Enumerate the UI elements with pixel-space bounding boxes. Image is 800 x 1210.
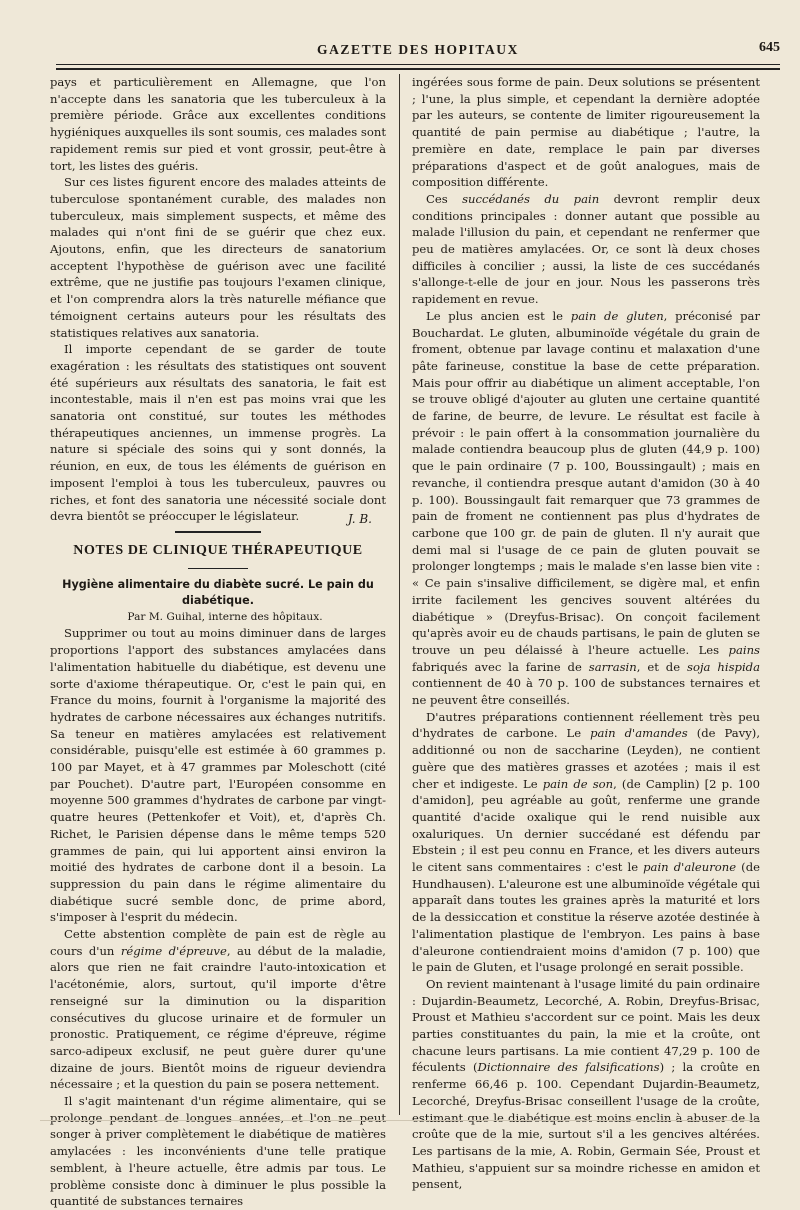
paragraph: Supprimer ou tout au moins diminuer dans de larges proportions l'apport des substances amylacées dans l'alimentation habituelle du diabétique, est devenu une sorte d'axiome thérapeutique. Or, c'est le pain qui, en France du moins, fournit à l'organisme la majorité des hydrates de carbone nécessaires aux échanges nutritifs. Sa teneur en matières amylacées est relativement considérable, puisqu'elle est estimée à 60 grammes p. 100 par Mayet, et à 47 grammes par Moleschott (cité par Pouchet). D'autre part, l'Européen consomme en moyenne 500 grammes d'hydrates de carbone par vingt-quatre heures (Pettenkofer et Voit), et, d'après Ch. Richet, le Parisien dépense dans le même temps 520 grammes de pain, qui lui apportent ainsi environ la moitié des hydrates de carbone dont il a besoin. La suppression du pain dans le régime alimentaire du diabétique sucré semble donc, de prime abord, s'imposer à l'esprit du médecin. — [50, 626, 386, 925]
paragraph: Sur ces listes figurent encore des malades atteints de tuberculose spontanément curable, des malades non tuberculeux, mais simplement suspects, et même des malades qui n'ont fini de se guérir que chez eux. Ajoutons, enfin, que les directeurs de sanatorium acceptent l'hypothèse de guérison avec une facilité extrême, que ne justifie pas toujours l'examen clinique, et l'on comprendra alors la très naturelle méfiance que témoignent certains auteurs pour les résultats des statistiques relatives aux sanatoria. — [50, 175, 386, 340]
running-head — [56, 38, 780, 62]
paragraph: ingérées sous forme de pain. Deux solutions se présentent ; l'une, la plus simple, et cependant la dernière adoptée par les auteurs, se contente de limiter rigoureusement la quantité de pain permise au diabétique ; l'autre, la première en date, remplace le pain par diverses préparations d'aspect et de goût analogues, mais de composition différente. — [412, 75, 760, 190]
section-separator — [175, 531, 261, 533]
paragraph: Le plus ancien est le pain de gluten, préconisé par Bouchardat. Le gluten, albuminoïde végétale du grain de froment, obtenue par lavage continu et malaxation d'une pâte farineuse, constitue la base de cette préparation. Mais pour offrir au diabétique un aliment acceptable, l'on se trouve obligé d'ajouter au gluten une certaine quantité de farine, de beurre, de levure. Le résultat est facile à prévoir : le pain offert à la consommation journalière du malade contiendra beaucoup plus de gluten (44,9 p. 100) que le pain ordinaire (7 p. 100, Boussingault) ; mais en revanche, il contiendra presque autant d'amidon (30 à 40 p. 100). Boussingault fait remarquer que 73 grammes de pain de froment ne contiennent pas plus d'hydrates de carbone que 100 gr. de pain de gluten. Il n'y aurait que demi mal si l'usage de ce pain de gluten pouvait se prolonger longtemps ; mais le malade s'en lasse bien vite : « Ce pain s'insalive difficilement, se digère mal, et enfin irrite facilement les gencives souvent altérées du diabétique » (Dreyfus-Brisac). On conçoit facilement qu'après avoir eu de chauds partisans, le pain de gluten se trouve un peu délaissé à l'heure actuelle. Les pains fabriqués avec la farine de sarrasin, et de soja hispida contiennent de 40 à 70 p. 100 de substances ternaires et ne peuvent être conseillés. — [412, 308, 761, 708]
journal-title: GAZETTE DES HOPITAUX — [316, 42, 520, 57]
paragraph: pays et particulièrement en Allemagne, que l'on n'accepte dans les sanatoria que les tuberculeux à la première période. Grâce aux excellentes conditions hygiéniques auxquelles ils sont soumis, ces malades sont rapidement remis sur pied et vont grossir, peut-être à tort, les listes des guéris. — [50, 75, 386, 173]
page-number: 645 — [759, 40, 780, 55]
paragraph: On revient maintenant à l'usage limité du pain ordinaire : Dujardin-Beaumetz, Lecorché, A. Robin, Dreyfus-Brisac, Proust et Mathieu s'accordent sur ce point. Mais les deux parties constituantes du pain, la mie et la croûte, ont chacune leurs partisans. La mie contient 47,29 p. 100 de féculents (Dictionnaire des falsifications) ; la croûte en renferme 66,46 p. 100. Cependant Dujardin-Beaumetz, Lecorché, Dreyfus-Brisac conseillent l'usage de la croûte, estimant que le diabétique est moins enclin à abuser de la croûte que de la mie, surtout s'il a les gencives altérées. Les partisans de la mie, A. Robin, Germain Sée, Proust et Mathieu, s'appuient sur sa moindre richesse en amidon et pensent, — [412, 976, 761, 1192]
paragraph: Il importe cependant de se garder de toute exagération : les résultats des statistiques ont souvent été supérieurs aux résultats des sanatoria, le fait est incontestable, mais il n'en est pas moins vrai que les sanatoria ont constitué, sur toutes les méthodes thérapeutiques anciennes, un immense progrès. La nature si spéciale des soins qui y sont donnés, la réunion, en eux, de tous les éléments de guérison en imposent l'emploi à tous les tuberculeux, pauvres ou riches, et font des sanatoria une nécessité sociale dont devra bientôt se préoccuper le législateur. — [50, 342, 386, 524]
paragraph: Il s'agit maintenant d'un régime alimentaire, qui se prolonge pendant de longues années, et l'on ne peut songer à priver complètement le diabétique de matières amylacées : les inconvénients d'une telle pratique semblent, à l'heure actuelle, être admis par tous. Le problème consiste donc à diminuer le plus possible la quantité de substances ternaires — [50, 1094, 386, 1209]
left-column — [50, 74, 386, 1209]
section-title: NOTES DE CLINIQUE THÉRAPEUTIQUE — [73, 542, 363, 558]
byline: Par M. Guihal, interne des hôpitaux. — [127, 610, 323, 623]
header-rule — [56, 64, 780, 70]
column-divider — [399, 74, 400, 1115]
paragraph: D'autres préparations contiennent réellement très peu d'hydrates de carbone. Le pain d'amandes (de Pavy), additionné ou non de saccharine (Leyden), ne contient guère que des matières grasses et azotées ; mais il est cher et indigeste. Le pain de son, (de Camplin) [2 p. 100 d'amidon], peu agréable au goût, renferme une grande quantité d'acide oxalique qui le rend nuisible aux oxaluriques. Un dernier succédané est défendu par Ebstein ; il est peu connu en France, et les divers auteurs le citent sans commentaires : c'est le pain d'aleurone (de Hundhausen). L'aleurone est une albuminoïde végétale qui apparaît dans toutes les graines après la maturité et lors de la dessiccation et constitue la réserve azotée destinée à l'alimentation plastique de l'embryon. Les pains à base d'aleurone contiendraient moins d'amidon (7 p. 100) que le pain de Gluten, et l'usage prolongé en serait possible. — [412, 709, 761, 975]
paragraph: Cette abstention complète de pain est de règle au cours d'un régime d'épreuve, au début de la maladie, alors que rien ne fait craindre l'auto-intoxication et l'acétonémie, alors, surtout, qu'il importe d'être renseigné sur la diminution ou la disparition consécutives du glucose urinaire et de formuler un pronostic. Pratiquement, ce régime d'épreuve, régime sarco-adipeux exclusif, ne peut guère durer qu'une dizaine de jours. Bientôt moins de rigueur deviendra nécessaire ; et la question du pain se posera nettement. — [50, 927, 386, 1092]
article-title: Hygiène alimentaire du diabète sucré. Le pain du diabétique. — [62, 577, 374, 607]
right-column — [412, 74, 761, 1192]
paragraph: Ces succédanés du pain devront remplir deux conditions principales : donner autant que possible au malade l'illusion du pain, et cependant ne renfermer que peu de matières amylacées. Or, ce sont là deux choses difficiles à concilier ; aussi, la liste de ces succédanés s'allonge-t-elle de jour en jour. Nous les passerons très rapidement en revue. — [412, 191, 760, 307]
author-signature: J. B. — [347, 511, 372, 526]
page-edge — [40, 1120, 760, 1121]
title-separator — [188, 568, 248, 569]
